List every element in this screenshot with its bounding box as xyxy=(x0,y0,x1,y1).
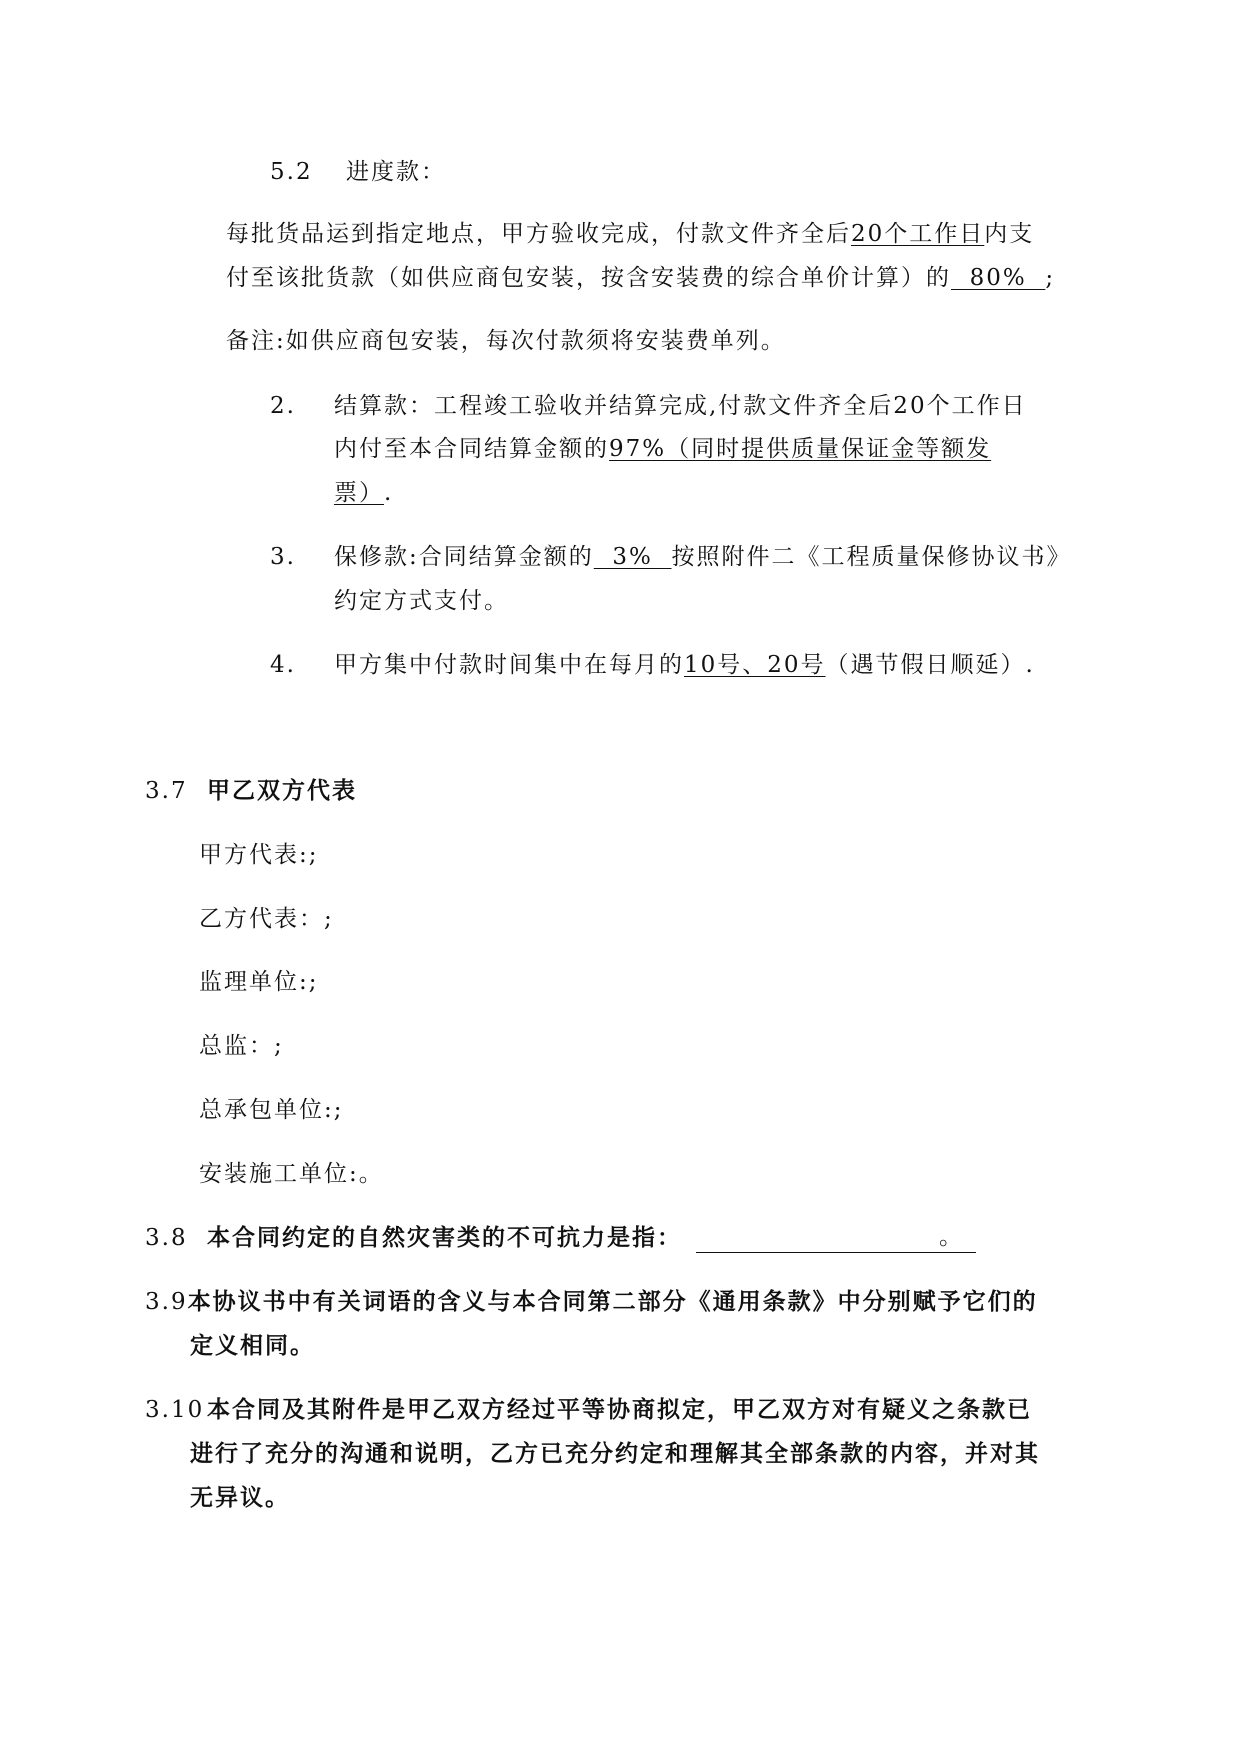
section-number: 3.8 xyxy=(145,1225,188,1251)
general-contractor: 总承包单位:; xyxy=(199,1097,344,1123)
underlined-percent: 3% xyxy=(593,544,672,570)
section-title: 甲乙双方代表 xyxy=(207,777,357,804)
item-4-line-1 xyxy=(270,650,1035,680)
progress-payment-line-1 xyxy=(226,219,1034,249)
progress-payment-line-2 xyxy=(226,263,1055,293)
text: 结算款：工程竣工验收并结算完成,付款文件齐全后20个工作日 xyxy=(334,393,1027,419)
text: 每批货品运到指定地点，甲方验收完成，付款文件齐全后 xyxy=(226,221,851,247)
item-number: 2. xyxy=(270,393,296,419)
item-3-line-2: 约定方式支付。 xyxy=(334,588,509,614)
section-number: 3.10 xyxy=(145,1397,205,1423)
section-3-10-line-2: 进行了充分的沟通和说明，乙方已充分约定和理解其全部条款的内容，并对其 xyxy=(190,1440,1040,1467)
item-3-line-1 xyxy=(270,542,1071,572)
section-3-10-line-1 xyxy=(145,1395,1032,1425)
item-number: 3. xyxy=(270,544,296,570)
text: . xyxy=(384,480,394,506)
rep-party-a: 甲方代表:; xyxy=(199,842,319,868)
supervisor-unit: 监理单位:; xyxy=(199,969,319,995)
text: 甲方集中付款时间集中在每月的 xyxy=(334,652,684,678)
section-text: 本合同约定的自然灾害类的不可抗力是指： xyxy=(207,1224,682,1251)
section-number: 3.9 xyxy=(145,1289,188,1315)
underlined-term: 97%（同时提供质量保证金等额发 xyxy=(609,436,992,462)
text: （遇节假日顺延）. xyxy=(825,652,1035,678)
section-3-7-heading xyxy=(145,776,357,806)
section-3-8 xyxy=(145,1223,976,1253)
section-5-2-heading xyxy=(270,157,446,187)
section-number: 3.7 xyxy=(145,778,188,804)
underlined-term: 票） xyxy=(334,480,384,506)
underlined-percent: 80% xyxy=(951,265,1046,291)
fill-in-blank xyxy=(696,1226,976,1253)
item-number: 4. xyxy=(270,652,296,678)
progress-payment-note: 备注:如供应商包安装，每次付款须将安装费单列。 xyxy=(226,328,786,354)
section-number: 5.2 xyxy=(270,159,313,185)
text: 本协议书中有关词语的含义与本合同第二部分《通用条款》中分别赋予它们的 xyxy=(187,1288,1038,1315)
text: 内支 xyxy=(984,221,1035,247)
section-3-10-line-3: 无异议。 xyxy=(190,1484,290,1511)
rep-party-b: 乙方代表：; xyxy=(199,906,334,932)
installation-contractor: 安装施工单位:。 xyxy=(199,1161,384,1187)
blank-end-mark: 。 xyxy=(939,1224,964,1250)
underlined-term: 20个工作日 xyxy=(851,221,985,247)
item-2-line-3 xyxy=(334,478,393,508)
chief-supervisor: 总监：; xyxy=(199,1033,284,1059)
section-3-9-line-1 xyxy=(145,1287,1038,1317)
item-2-line-2 xyxy=(334,434,991,464)
item-2-line-1 xyxy=(270,391,1027,421)
text: ; xyxy=(1045,265,1056,291)
text: 保修款:合同结算金额的 xyxy=(334,544,594,570)
underlined-term: 10号、20号 xyxy=(684,652,826,678)
text: 按照附件二《工程质量保修协议书》 xyxy=(671,544,1072,570)
section-heading-text: 进度款： xyxy=(346,159,446,185)
text: 内付至本合同结算金额的 xyxy=(334,436,609,462)
text: 本合同及其附件是甲乙双方经过平等协商拟定，甲乙双方对有疑义之条款已 xyxy=(207,1396,1032,1423)
text: 付至该批货款（如供应商包安装，按含安装费的综合单价计算）的 xyxy=(226,265,951,291)
section-3-9-line-2: 定义相同。 xyxy=(190,1332,315,1359)
